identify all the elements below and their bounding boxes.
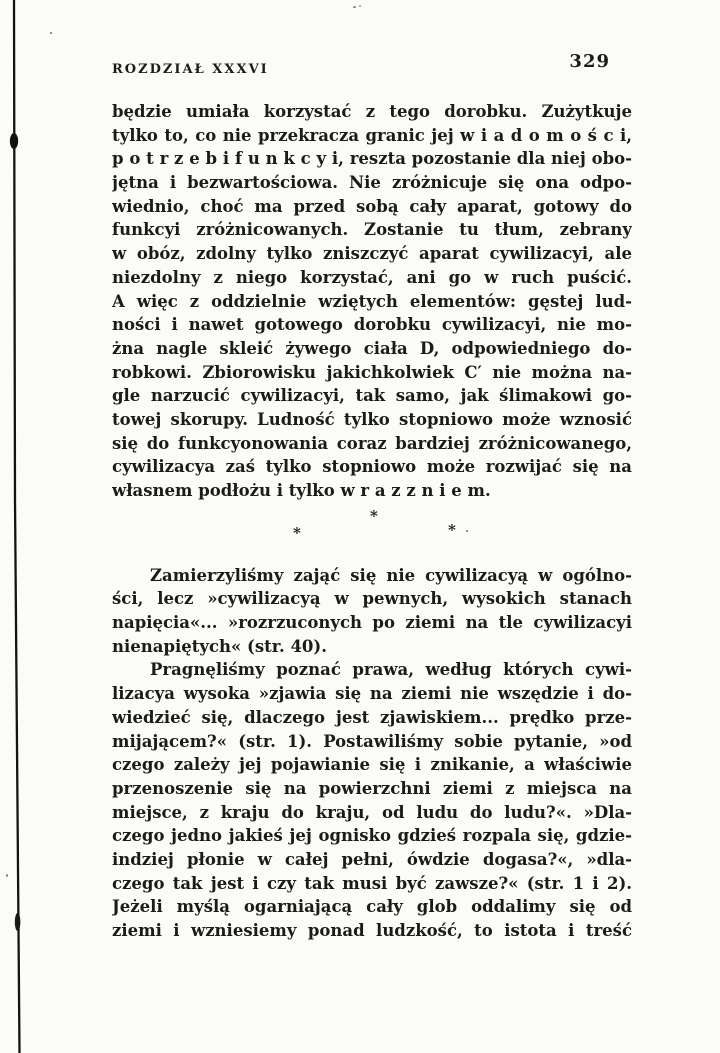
text-line: indziej płonie w całej pełni, ówdzie dogasa?«, »dla- — [112, 849, 632, 869]
text-line: towej skorupy. Ludność tylko stopniowo może wznosić — [112, 409, 632, 429]
paragraph — [112, 100, 632, 503]
ink-blob — [15, 913, 21, 931]
text-line: funkcyi zróżnicowanych. Zostanie tu tłum, zebrany — [112, 220, 632, 240]
text-line: przenoszenie się na powierzchni ziemi z miejsca na — [112, 778, 632, 798]
text-line: czego tak jest i czy tak musi być zawsze?« (str. 1 i 2). — [112, 873, 632, 893]
text-line: czego jedno jakieś jej ognisko gdzieś rozpala się, gdzie- — [112, 826, 632, 846]
text-line: Zamierzyliśmy zająć się nie cywilizacyą w ogólno- — [150, 565, 632, 585]
paragraph — [112, 658, 632, 942]
text-line: wiednio, choć ma przed sobą cały aparat, gotowy do — [112, 196, 632, 216]
text-column — [112, 100, 632, 943]
text-line: Pragnęliśmy poznać prawa, według których cywi- — [150, 660, 632, 680]
text-line: ności i nawet gotowego dorobku cywilizacyi, nie mo- — [112, 315, 632, 335]
text-line: robkowi. Zbiorowisku jakichkolwiek C′ nie można na- — [112, 362, 632, 382]
ink-speck — [6, 874, 8, 877]
text-line: miejsce, z kraju do kraju, od ludu do ludu?«. »Dla- — [112, 802, 632, 822]
text-line: napięcia«... »rozrzuconych po ziemi na tle cywilizacyi — [112, 613, 632, 633]
asterisk-separator-mark: * — [448, 520, 456, 539]
asterisk-separator-mark: * — [370, 506, 378, 525]
paragraph — [112, 564, 632, 659]
text-line: czego zależy jej pojawianie się i znikanie, a właściwie — [112, 755, 632, 775]
ink-speck — [50, 32, 52, 34]
ink-blob — [10, 133, 18, 149]
text-line: jętna i bezwartościowa. Nie zróżnicuje się ona odpo- — [112, 173, 632, 193]
text-line: gle narzucić cywilizacyi, tak samo, jak ślimakowi go- — [112, 386, 632, 406]
text-line: ści, lecz »cywilizacyą w pewnych, wysokich stanach — [112, 589, 632, 609]
ink-speck — [359, 5, 361, 7]
asterisk-separator-mark: * — [293, 523, 301, 542]
text-line: będzie umiała korzystać z tego dorobku. Zużytkuje — [112, 102, 632, 121]
book-binding-edge — [0, 0, 32, 1053]
text-line: ziemi i wzniesiemy ponad ludzkość, to istota i treść — [112, 921, 632, 940]
text-line: w obóz, zdolny tylko zniszczyć aparat cywilizacyi, ale — [112, 244, 632, 264]
text-line: tylko to, co nie przekracza granic jej w i a d o m o ś c i, — [112, 125, 632, 145]
text-line: niezdolny z niego korzystać, ani go w ruch puścić. — [112, 267, 632, 287]
text-line: się do funkcyonowania coraz bardziej zróżnicowanego, — [112, 433, 632, 453]
text-line: nienapiętych« (str. 40). — [112, 636, 327, 656]
ink-speck — [353, 6, 356, 8]
text-line: lizacya wysoka »zjawia się na ziemi nie wszędzie i do- — [112, 684, 632, 704]
text-line: wiedzieć się, dlaczego jest zjawiskiem... prędko prze- — [112, 707, 632, 727]
text-line: A więc z oddzielnie wziętych elementów: gęstej lud- — [112, 291, 632, 311]
text-line: mijającem?« (str. 1). Postawiliśmy sobie pytanie, »od — [112, 731, 632, 751]
text-line: p o t r z e b i f u n k c y i, reszta pozostanie dla niej obo- — [112, 149, 632, 169]
page-number: 329 — [569, 51, 610, 72]
text-line: cywilizacya zaś tylko stopniowo może rozwijać się na — [112, 457, 632, 477]
text-line: żna nagle skleić żywego ciała D, odpowiedniego do- — [112, 338, 632, 358]
chapter-heading: ROZDZIAŁ XXXVI — [112, 62, 269, 77]
section-separator — [112, 503, 632, 564]
text-line: Jeżeli myślą ogarniającą cały glob oddalimy się od — [112, 897, 632, 917]
text-line: własnem podłożu i tylko w r a z z n i e m. — [112, 481, 491, 500]
